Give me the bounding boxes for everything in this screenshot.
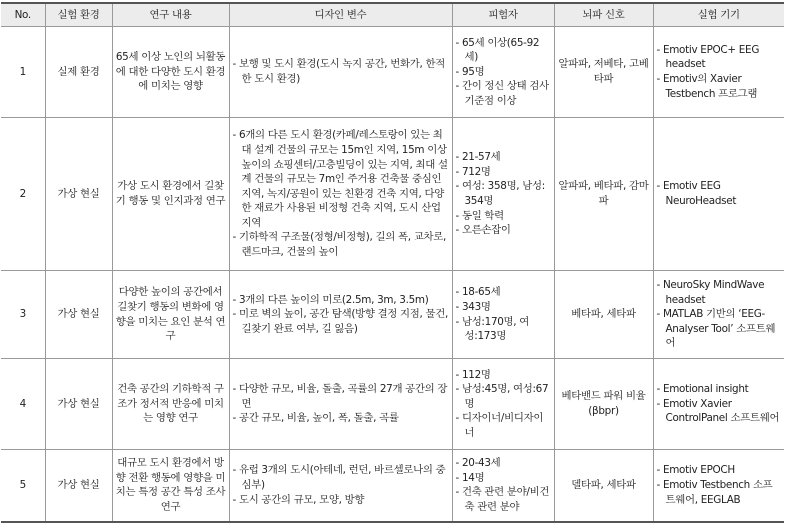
row-subjects — [452, 271, 554, 359]
row-env: 실제 환경 — [45, 27, 112, 118]
row-env: 가상 현실 — [45, 450, 112, 522]
header-env: 실험 환경 — [45, 3, 112, 27]
design-item: - 다양한 규모, 비율, 돌출, 곡률의 27개 공간의 장면 — [233, 382, 449, 411]
subject-item: - 112명 — [456, 368, 551, 383]
row-design — [229, 118, 452, 271]
header-devices: 실험 기기 — [653, 3, 784, 27]
table-row — [1, 27, 784, 118]
subject-item: - 남성:45명, 여성:67명 — [456, 382, 551, 411]
table-header — [1, 3, 784, 27]
row-no: 3 — [1, 271, 45, 359]
row-content: 대규모 도시 환경에서 방향 전환 행동에 영향을 미치는 특정 공간 특성 조사 연구 — [112, 450, 229, 522]
row-subjects — [452, 118, 554, 271]
row-devices — [653, 118, 784, 271]
row-subjects — [452, 359, 554, 450]
header-content: 연구 내용 — [112, 3, 229, 27]
header-subjects: 피험자 — [452, 3, 554, 27]
row-subjects — [452, 450, 554, 522]
subject-item: - 간이 정신 상태 검사 기준점 이상 — [456, 79, 551, 108]
device-item: - Emotiv EPOCH — [657, 463, 782, 478]
table-row — [1, 450, 784, 522]
subject-item: - 21-57세 — [456, 150, 551, 165]
device-item: - Emotiv Testbench 소프트웨어, EEGLAB — [657, 478, 782, 507]
device-item: - Emotiv EEG NeuroHeadset — [657, 179, 782, 208]
row-subjects — [452, 27, 554, 118]
row-design — [229, 271, 452, 359]
subject-item: - 남성:170명, 여성:173명 — [456, 315, 551, 344]
subject-item: - 14명 — [456, 471, 551, 486]
row-no: 4 — [1, 359, 45, 450]
row-design — [229, 27, 452, 118]
row-devices — [653, 27, 784, 118]
row-content: 65세 이상 노인의 뇌활동에 대한 다양한 도시 환경에 미치는 영향 — [112, 27, 229, 118]
row-no: 2 — [1, 118, 45, 271]
header-signal: 뇌파 신호 — [554, 3, 653, 27]
design-item: - 기하학적 구조물(정형/비정형), 길의 폭, 교차로, 랜드마크, 건물의 높이 — [233, 230, 449, 259]
study-table — [1, 2, 784, 523]
header-no: No. — [1, 3, 45, 27]
design-item: - 미로 벽의 높이, 공간 탐색(방향 결정 지점, 물건, 길찾기 완료 여부, 길 잃음) — [233, 307, 449, 336]
device-item: - Emotiv의 Xavier Testbench 프로그램 — [657, 72, 782, 101]
subject-item: - 343명 — [456, 300, 551, 315]
subject-item: - 오른손잡이 — [456, 223, 551, 238]
subject-item: - 여성: 358명, 남성: 354명 — [456, 179, 551, 208]
subject-item: - 18-65세 — [456, 285, 551, 300]
row-signal: 베타파, 세타파 — [554, 271, 653, 359]
design-item: - 6개의 다른 도시 환경(카페/레스토랑이 있는 최대 설계 건물의 규모는 15m인 지역, 15m 이상 높이의 쇼핑센터/고층빌딩이 있는 지역, 최대 설계 건물의 규모는 7m인 주거용 건축물 중심인 지역, 녹지/공원이 있는 친환경 건축 지역, 다양한 재료가 사용된 비정형 건축 지역, 도시 산업 지역 — [233, 128, 449, 230]
row-devices — [653, 271, 784, 359]
row-design — [229, 359, 452, 450]
device-item: - Emotional insight — [657, 382, 782, 397]
table-row — [1, 271, 784, 359]
design-item: - 유럽 3개의 도시(아테네, 런던, 바르셀로나의 중심부) — [233, 463, 449, 492]
device-item: - Emotiv Xavier ControlPanel 소프트웨어 — [657, 397, 782, 426]
row-env: 가상 현실 — [45, 359, 112, 450]
subject-item: - 동일 학력 — [456, 209, 551, 224]
table-row — [1, 118, 784, 271]
device-item: - MATLAB 기반의 ‘EEG-Analyser Tool’ 소프트웨어 — [657, 307, 782, 351]
device-item: - NeuroSky MindWave headset — [657, 278, 782, 307]
row-env: 가상 현실 — [45, 118, 112, 271]
subject-item: - 디자이너/비디자이너 — [456, 411, 551, 440]
design-item: - 3개의 다른 높이의 미로(2.5m, 3m, 3.5m) — [233, 293, 449, 308]
row-signal: 알파파, 베타파, 감마파 — [554, 118, 653, 271]
design-item: - 보행 및 도시 환경(도시 녹지 공간, 번화가, 한적한 도시 환경) — [233, 57, 449, 86]
row-content: 다양한 높이의 공간에서 길찾기 행동의 변화에 영향을 미치는 요인 분석 연구 — [112, 271, 229, 359]
row-design — [229, 450, 452, 522]
subject-item: - 65세 이상(65-92세) — [456, 36, 551, 65]
row-content: 가상 도시 환경에서 길찾기 행동 및 인지과정 연구 — [112, 118, 229, 271]
row-devices — [653, 359, 784, 450]
row-no: 5 — [1, 450, 45, 522]
subject-item: - 712명 — [456, 165, 551, 180]
row-no: 1 — [1, 27, 45, 118]
row-devices — [653, 450, 784, 522]
row-content: 건축 공간의 기하학적 구조가 정서적 반응에 미치는 영향 연구 — [112, 359, 229, 450]
device-item: - Emotiv EPOC+ EEG headset — [657, 43, 782, 72]
row-signal: 델타파, 세타파 — [554, 450, 653, 522]
subject-item: - 20-43세 — [456, 456, 551, 471]
row-env: 가상 현실 — [45, 271, 112, 359]
header-design: 디자인 변수 — [229, 3, 452, 27]
table-row — [1, 359, 784, 450]
design-item: - 도시 공간의 규모, 모양, 방향 — [233, 493, 449, 508]
row-signal: 베타밴드 파워 비율(βbpr) — [554, 359, 653, 450]
subject-item: - 건축 관련 분야/비건축 관련 분야 — [456, 485, 551, 514]
header-row — [1, 3, 784, 27]
row-signal: 알파파, 저베타, 고베타파 — [554, 27, 653, 118]
subject-item: - 95명 — [456, 65, 551, 80]
design-item: - 공간 규모, 비율, 높이, 폭, 돌출, 곡률 — [233, 411, 449, 426]
